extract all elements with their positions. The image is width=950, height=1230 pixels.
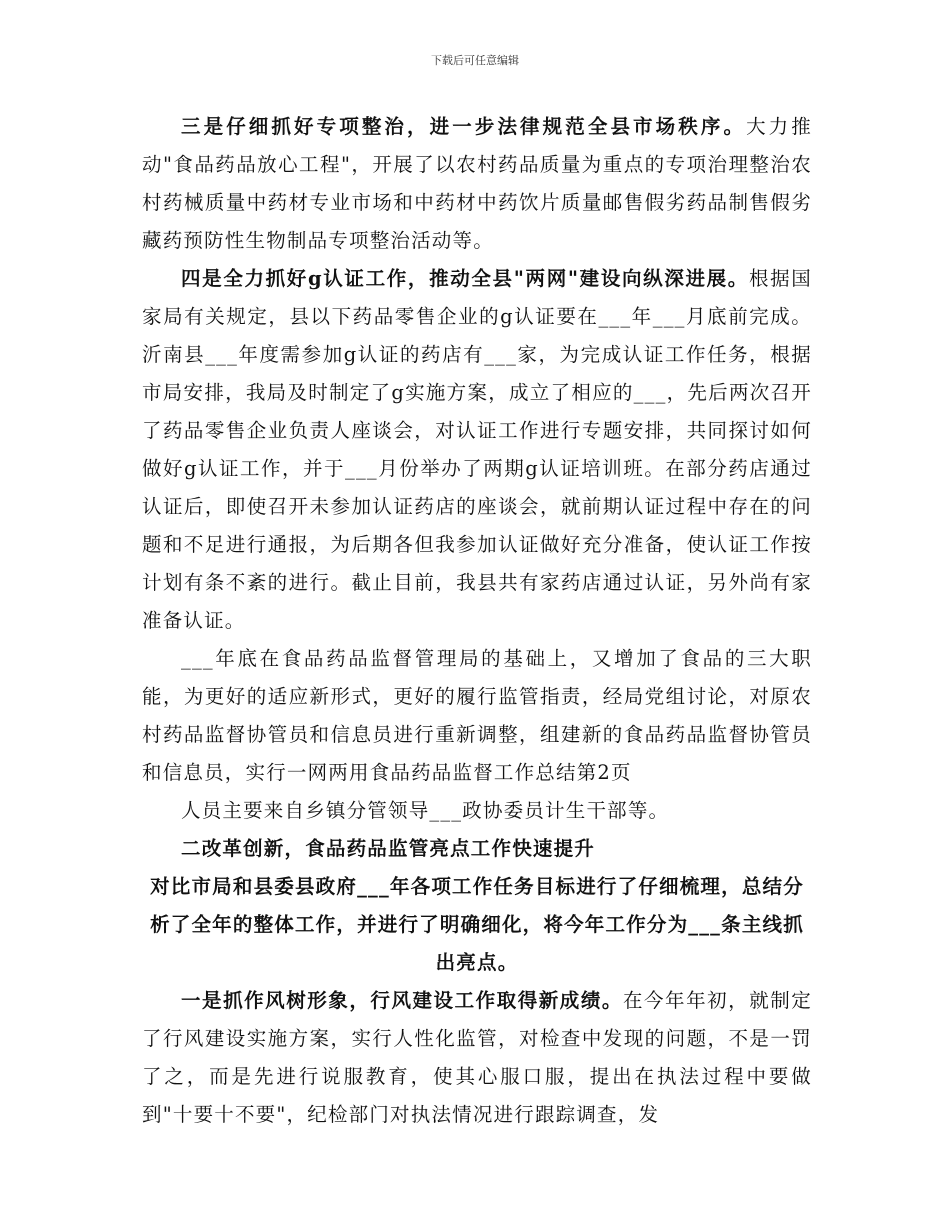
paragraph-text: 人员主要来自乡镇分管领导___政协委员计生干部等。 xyxy=(181,799,670,822)
paragraph-work-style xyxy=(142,982,812,1134)
document-body xyxy=(142,108,812,1134)
paragraph-text: 根据国家局有关规定，县以下药品零售企业的g认证要在___年___月底前完成。沂南县___年度需参加g认证的药店有___家，为完成认证工作任务，根据市局安排，我局及时制定了g实施方案，成立了相应的___，先后两次召开了药品零售企业负责人座谈会，对认证工作进行专题安排，共同探讨如何做好g认证工作，并于___月份举办了两期g认证培训班。在部分药店通过认证后，即使召开未参加认证药店的座谈会，就前期认证过程中存在的问题和不足进行通报，为后期各但我参加认证做好充分准备，使认证工作按计划有条不紊的进行。截止目前，我县共有家药店通过认证，另外尚有家准备认证。 xyxy=(142,267,812,632)
paragraph-lead: 四是全力抓好g认证工作，推动全县"两网"建设向纵深进展。 xyxy=(181,267,749,290)
paragraph-functions-adjustment xyxy=(142,640,812,792)
paragraph-text: ___年底在食品药品监督管理局的基础上，又增加了食品的三大职能，为更好的适应新形式，更好的履行监管指责，经局党组讨论，对原农村药品监督协管员和信息员进行重新调整，组建新的食品药品监督协管员和信息员，实行一网两用食品药品监督工作总结第2页 xyxy=(142,647,812,784)
page-header-note: 下载后可任意编辑 xyxy=(431,54,519,67)
paragraph-lead: 三是仔细抓好专项整治，进一步法律规范全县市场秩序。 xyxy=(181,115,747,138)
paragraph-text: 在今年年初，就制定了行风建设实施方案，实行人性化监管，对检查中发现的问题，不是一罚了之，而是先进行说服教育，使其心服口服，提出在执法过程中要做到"十要十不要"，纪检部门对执法情况进行跟踪调查，发 xyxy=(142,989,812,1126)
paragraph-text: 大力推动"食品药品放心工程"，开展了以农村药品质量为重点的专项治理整治农村药械质量中药材专业市场和中药材中药饮片质量邮售假劣药品制售假劣藏药预防性生物制品专项整治活动等。 xyxy=(142,115,812,252)
paragraph-special-rectification xyxy=(142,108,812,260)
paragraph-staff-sources xyxy=(142,792,812,830)
paragraph-lead: 一是抓作风树形象，行风建设工作取得新成绩。 xyxy=(181,989,623,1012)
section-heading-reform xyxy=(142,830,812,868)
paragraph-centered-summary xyxy=(142,868,812,982)
paragraph-text: 对比市局和县委县政府___年各项工作任务目标进行了仔细梳理，总结分析了全年的整体工作，并进行了明确细化，将今年工作分为___条主线抓出亮点。 xyxy=(150,875,804,974)
paragraph-g-certification xyxy=(142,260,812,640)
section-heading-text: 二改革创新，食品药品监管亮点工作快速提升 xyxy=(181,837,596,860)
